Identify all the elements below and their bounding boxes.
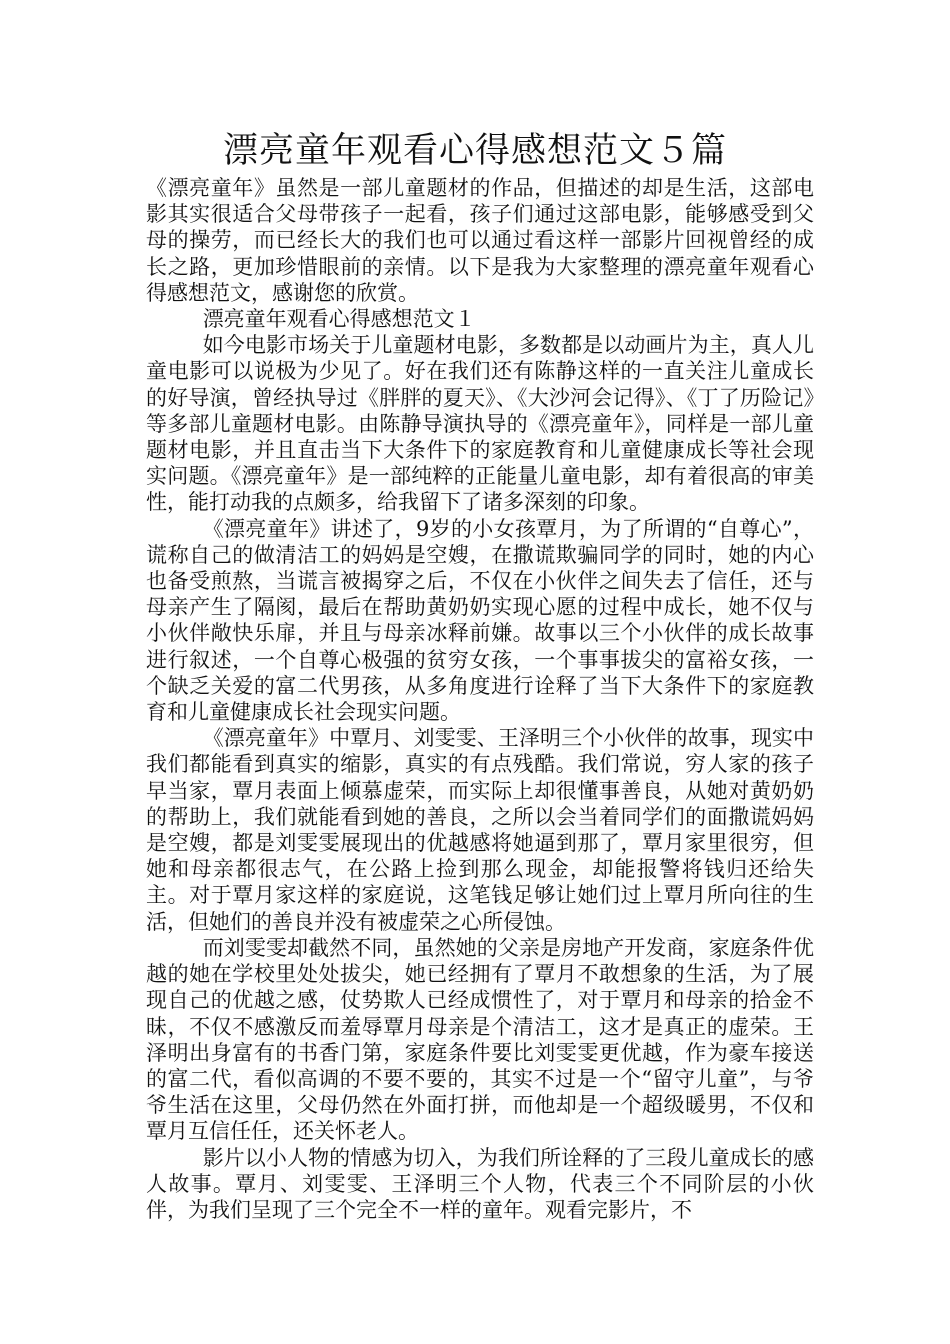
document-body — [146, 175, 814, 1223]
intro-paragraph: 《漂亮童年》虽然是一部儿童题材的作品，但描述的却是生活，这部电影其实很适合父母带孩子一起看，孩子们通过这部电影，能够感受到父母的操劳，而已经长大的我们也可以通过看这样一部影片回视曾经的成长之路，更加珍惜眼前的亲情。以下是我为大家整理的漂亮童年观看心得感想范文，感谢您的欣赏。 — [146, 176, 814, 305]
document-title: 漂亮童年观看心得感想范文５篇 — [222, 131, 727, 171]
body-paragraph: 《漂亮童年》中覃月、刘雯雯、王泽明三个小伙伴的故事，现实中我们都能看到真实的缩影，真实的有点残酷。我们常说，穷人家的孩子早当家，覃月表面上倾慕虚荣，而实际上却很懂事善良，从她对黄奶奶的帮助上，我们就能看到她的善良，之所以会当着同学们的面撒谎妈妈是空嫂，都是刘雯雯展现出的优越感将她逼到那了，覃月家里很穷，但她和母亲都很志气，在公路上捡到那么现金，却能报警将钱归还给失主。对于覃月家这样的家庭说，这笔钱足够让她们过上覃月所向往的生活，但她们的善良并没有被虚荣之心所侵蚀。 — [146, 726, 814, 934]
body-paragraph: 而刘雯雯却截然不同，虽然她的父亲是房地产开发商，家庭条件优越的她在学校里处处拔尖，她已经拥有了覃月不敢想象的生活，为了展现自己的优越之感，仗势欺人已经成惯性了，对于覃月和母亲的拾金不昧，不仅不感激反而羞辱覃月母亲是个清洁工，这才是真正的虚荣。王泽明出身富有的书香门第，家庭条件要比刘雯雯更优越，作为豪车接送的富二代，看似高调的不要不要的，其实不过是一个“留守儿童”，与爷爷生活在这里，父母仍然在外面打拼，而他却是一个超级暖男，不仅和覃月互信任任，还关怀老人。 — [146, 935, 814, 1144]
body-paragraph: 《漂亮童年》讲述了，9岁的小女孩覃月，为了所谓的“自尊心”，谎称自己的做清洁工的妈妈是空嫂，在撒谎欺骗同学的同时，她的内心也备受煎熬，当谎言被揭穿之后，不仅在小伙伴之间失去了信任，还与母亲产生了隔阂，最后在帮助黄奶奶实现心愿的过程中成长，她不仅与小伙伴敞快乐扉，并且与母亲冰释前嫌。故事以三个小伙伴的成长故事进行叙述，一个自尊心极强的贫穷女孩，一个事事拔尖的富裕女孩，一个缺乏关爱的富二代男孩，从多角度进行诠释了当下大条件下的家庭教育和儿童健康成长社会现实问题。 — [146, 516, 814, 725]
section-heading: 漂亮童年观看心得感想范文１ — [202, 307, 476, 332]
body-paragraph: 影片以小人物的情感为切入，为我们所诠释的了三段儿童成长的感人故事。覃月、刘雯雯、王泽明三个人物，代表三个不同阶层的小伙伴，为我们呈现了三个完全不一样的童年。观看完影片，不 — [146, 1145, 814, 1222]
body-paragraph: 如今电影市场关于儿童题材电影，多数都是以动画片为主，真人儿童电影可以说极为少见了。好在我们还有陈静这样的一直关注儿童成长的好导演，曾经执导过《胖胖的夏天》、《大沙河会记得》、《丁了历险记》等多部儿童题材电影。由陈静导演执导的《漂亮童年》，同样是一部儿童题材电影，并且直击当下大条件下的家庭教育和儿童健康成长等社会现实问题。《漂亮童年》是一部纯粹的正能量儿童电影，却有着很高的审美性，能打动我的点颇多，给我留下了诸多深刻的印象。 — [146, 333, 814, 515]
